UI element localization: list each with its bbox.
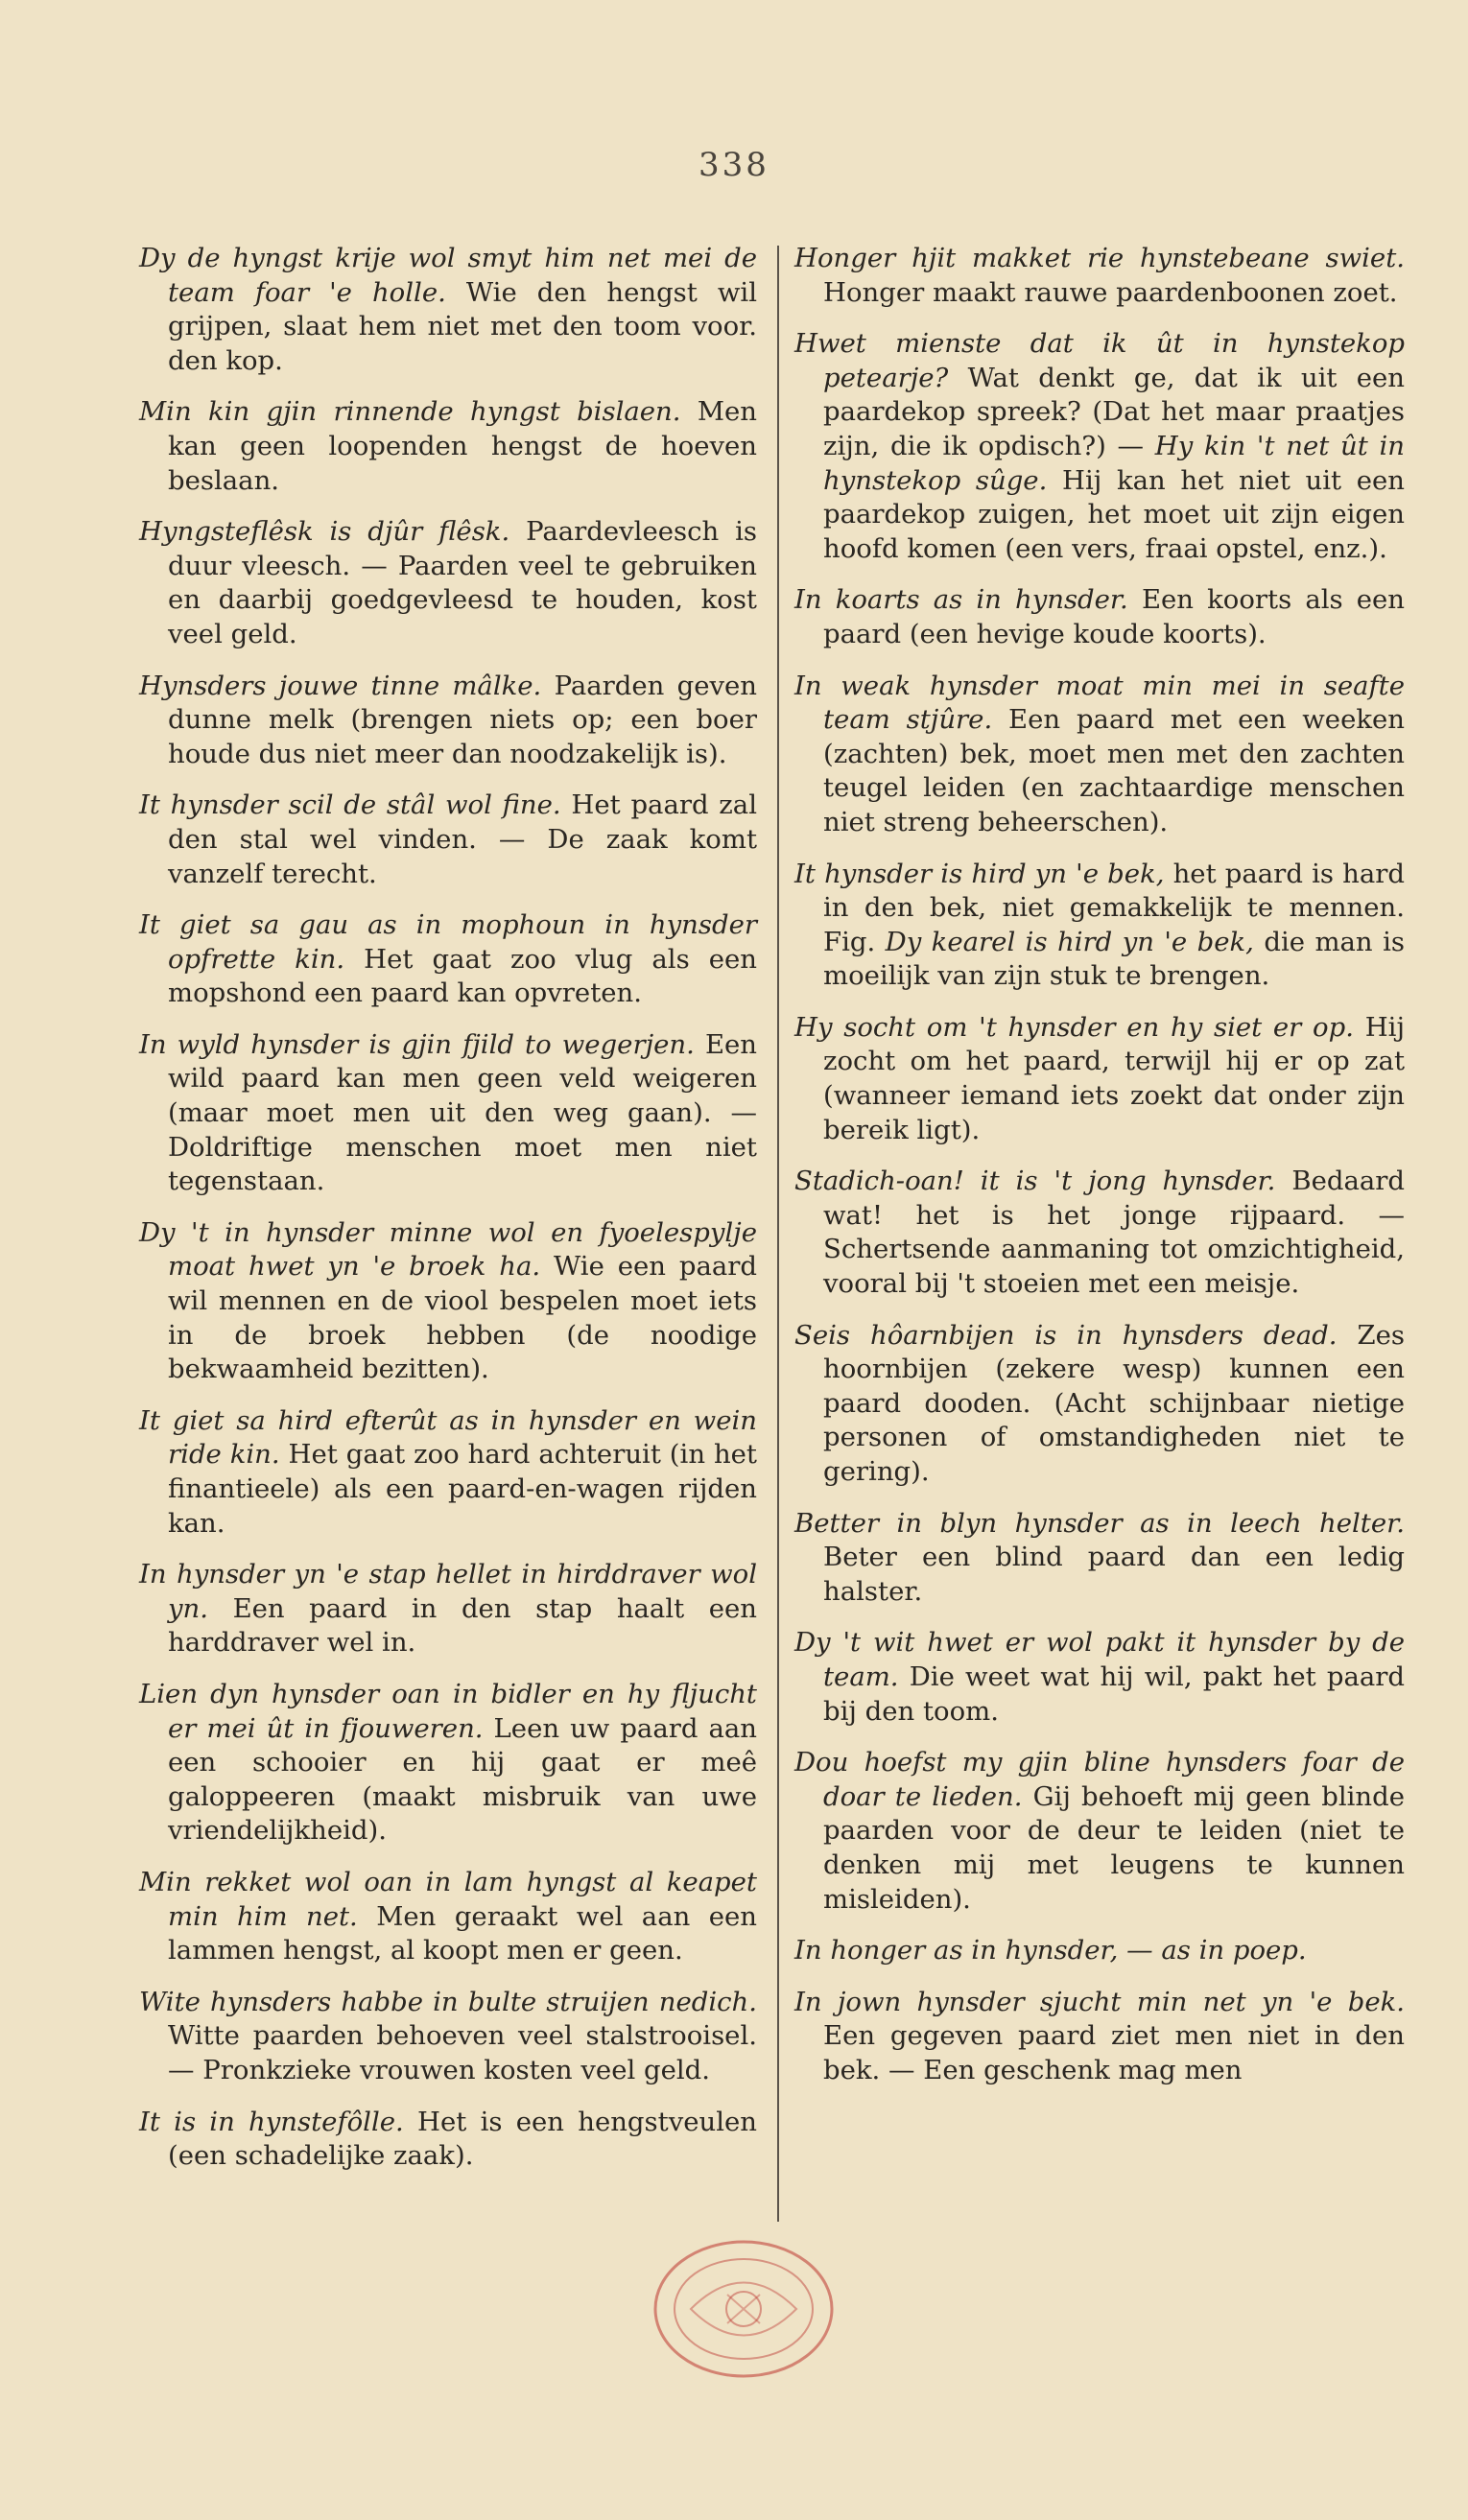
library-stamp-seal [633, 2227, 854, 2381]
frisian-proverb: Dy 't in hynsder minne wol en fyoelespylje moat hwet yn 'e broek ha. [139, 1216, 757, 1283]
proverb-entry [794, 858, 1405, 994]
right-column [794, 242, 1405, 2106]
frisian-proverb: Dy 't wit hwet er wol pakt it hynsder by de team. [794, 1627, 1405, 1692]
frisian-proverb: It hynsder scil de stâl wol fine. [139, 789, 561, 821]
frisian-proverb: In weak hynsder moat min mei in seafte team stjûre. [794, 670, 1405, 736]
frisian-proverb: It giet sa hird efterût as in hynsder en wein ride kin. [139, 1404, 757, 1471]
proverb-entry [139, 1986, 757, 2088]
dutch-translation: Gij behoeft mij geen blinde paarden voor de deur te leiden (niet te denken mij met leugens te kunnen misleiden). [823, 1780, 1406, 1915]
proverb-entry [139, 1404, 757, 1541]
frisian-proverb: It is in hynstefôlle. [139, 2106, 404, 2137]
proverb-entry [794, 1165, 1405, 1301]
proverb-entry [794, 1319, 1405, 1490]
dutch-translation: Het is een hengstveulen (een schadelijke zaak). [168, 2106, 758, 2172]
dutch-translation: het paard is hard in den bek, niet gemakkelijk te mennen. Fig. [823, 858, 1405, 957]
dutch-translation: Paardevleesch is duur vleesch. — Paarden veel te gebruiken en daarbij goedgevleesd te houden, kost veel geld. [168, 516, 757, 649]
dutch-translation: Wat denkt ge, dat ik uit een paardekop spreek? (Dat het maar praatjes zijn, die ik opdisch?) — [823, 362, 1405, 461]
dutch-translation: Zes hoornbijen (zekere wesp) kunnen een paard dooden. (Acht schijnbaar nietige personen of omstandigheden niet te gering). [823, 1319, 1405, 1487]
dutch-translation: Een wild paard kan men geen veld weigeren (maar moet men uit den weg gaan). — Doldriftige menschen moet men niet tegenstaan. [168, 1028, 757, 1197]
proverb-entry [139, 1678, 757, 1849]
proverb-entry [139, 1866, 757, 1968]
dutch-translation: Men geraakt wel aan een lammen hengst, al koopt men er geen. [168, 1900, 757, 1967]
proverb-entry [139, 1558, 757, 1660]
dutch-translation: Wie een paard wil mennen en de viool bespelen moet iets in de broek hebben (de noodige bekwaamheid bezitten). [168, 1251, 757, 1385]
frisian-proverb: Dy de hyngst krije wol smyt him net mei de team foar 'e holle. [139, 243, 757, 308]
frisian-proverb: In hynsder yn 'e stap hellet in hirddraver wol yn. [139, 1559, 757, 1624]
frisian-proverb: It giet sa gau as in mophoun in hynsder opfrette kin. [139, 909, 757, 975]
proverb-entry [794, 1934, 1405, 1968]
frisian-proverb: Dou hoefst my gjin bline hynsders foar de doar te lieden. [794, 1747, 1405, 1812]
dutch-translation: Het paard zal den stal wel vinden. — De zaak komt vanzelf terecht. [168, 789, 757, 889]
frisian-proverb: Hy socht om 't hynsder en hy siet er op. [794, 1011, 1354, 1043]
dutch-translation: Het gaat zoo vlug als een mopshond een paard kan opvreten. [168, 943, 757, 1009]
frisian-proverb: Stadich-oan! it is 't jong hynsder. [794, 1166, 1276, 1197]
proverb-entry [139, 789, 757, 891]
dutch-translation: Honger maakt rauwe paardenboonen zoet. [823, 276, 1398, 308]
proverb-entry [794, 1626, 1405, 1729]
dutch-translation: Wie den hengst wil grijpen, slaat hem niet met den toom voor. den kop. [168, 276, 757, 376]
dutch-translation: Men kan geen loopenden hengst de hoeven beslaan. [168, 396, 758, 496]
frisian-proverb: Lien dyn hynsder oan in bidler en hy fljucht er mei ût in fjouweren. [139, 1678, 757, 1744]
frisian-proverb: Dy kearel is hird yn 'e bek, [885, 926, 1254, 957]
dutch-translation: Hij kan het niet uit een paardekop zuigen, het moet uit zijn eigen hoofd komen (een vers, fraai opstel, enz.). [823, 464, 1406, 564]
dutch-translation: Een paard met een weeken (zachten) bek, moet men met den zachten teugel leiden (en zachtaardige menschen niet streng beheerschen). [823, 704, 1405, 837]
frisian-proverb: Min rekket wol oan in lam hyngst al keapet min him net. [139, 1866, 757, 1932]
frisian-proverb: In honger as in hynsder, — as in poep. [794, 1935, 1307, 1967]
dutch-translation: Een koorts als een paard (een hevige koude koorts). [823, 584, 1406, 649]
dutch-translation: Het gaat zoo hard achteruit (in het finantieele) als een paard-en-wagen rijden kan. [168, 1439, 757, 1539]
proverb-entry [139, 1216, 757, 1387]
dutch-translation: Bedaard wat! het is het jonge rijpaard. — Schertsende aanmaning tot omzichtigheid, vooral bij 't stoeien met een meisje. [823, 1166, 1405, 1300]
dutch-translation: Leen uw paard aan een schooier en hij gaat er meê galoppeeren (maakt misbruik van uwe vriendelijkheid). [168, 1712, 757, 1847]
proverb-entry [139, 395, 757, 498]
proverb-entry [794, 1986, 1405, 2088]
frisian-proverb: Min kin gjin rinnende hyngst bislaen. [139, 396, 681, 428]
left-column [139, 242, 757, 2191]
frisian-proverb: In jown hynsder sjucht min net yn 'e bek. [794, 1986, 1405, 2017]
frisian-proverb: Hynsders jouwe tinne mâlke. [139, 670, 542, 701]
proverb-entry [139, 670, 757, 772]
frisian-proverb: Hy kin 't net ût in hynstekop sûge. [823, 430, 1405, 496]
dutch-translation: Paarden geven dunne melk (brengen niets op; een boer houde dus niet meer dan noodzakelijk is). [168, 670, 757, 769]
column-divider [777, 246, 779, 2222]
page-number: 338 [698, 146, 770, 184]
frisian-proverb: Seis hôarnbijen is in hynsders dead. [794, 1319, 1338, 1351]
frisian-proverb: Better in blyn hynsder as in leech helter. [794, 1507, 1405, 1539]
dutch-translation: die man is moeilijk van zijn stuk te brengen. [823, 926, 1405, 992]
proverb-entry [139, 515, 757, 651]
frisian-proverb: Wite hynsders habbe in bulte struijen nedich. [139, 1986, 757, 2017]
proverb-entry [794, 1507, 1405, 1610]
dutch-translation: Hij zocht om het paard, terwijl hij er op zat (wanneer iemand iets zoekt dat onder zijn bereik ligt). [823, 1011, 1405, 1145]
frisian-proverb: In wyld hynsder is gjin fjild to wegerjen. [139, 1028, 695, 1060]
dutch-translation: Die weet wat hij wil, pakt het paard bij den toom. [823, 1660, 1405, 1727]
proverb-entry [794, 242, 1405, 310]
dutch-translation: Witte paarden behoeven veel stalstrooisel. — Pronkzieke vrouwen kosten veel geld. [168, 2020, 757, 2085]
frisian-proverb: Honger hjit makket rie hynstebeane swiet. [794, 243, 1405, 273]
proverb-entry [794, 1011, 1405, 1147]
proverb-entry [139, 2106, 757, 2174]
dutch-translation: Een gegeven paard ziet men niet in den bek. — Een geschenk mag men [823, 2020, 1405, 2085]
frisian-proverb: It hynsder is hird yn 'e bek, [794, 858, 1165, 889]
frisian-proverb: In koarts as in hynsder. [794, 584, 1128, 616]
proverb-entry [139, 242, 757, 378]
proverb-entry [794, 327, 1405, 566]
proverb-entry [794, 1746, 1405, 1917]
frisian-proverb: Hyngsteflêsk is djûr flêsk. [139, 516, 510, 548]
dutch-translation: Beter een blind paard dan een ledig halster. [823, 1542, 1405, 1607]
proverb-entry [139, 908, 757, 1011]
dutch-translation: Een paard in den stap haalt een harddraver wel in. [168, 1592, 757, 1659]
proverb-entry [794, 583, 1405, 651]
proverb-entry [139, 1028, 757, 1199]
frisian-proverb: Hwet mienste dat ik ût in hynstekop petearje? [794, 328, 1405, 393]
proverb-entry [794, 670, 1405, 840]
